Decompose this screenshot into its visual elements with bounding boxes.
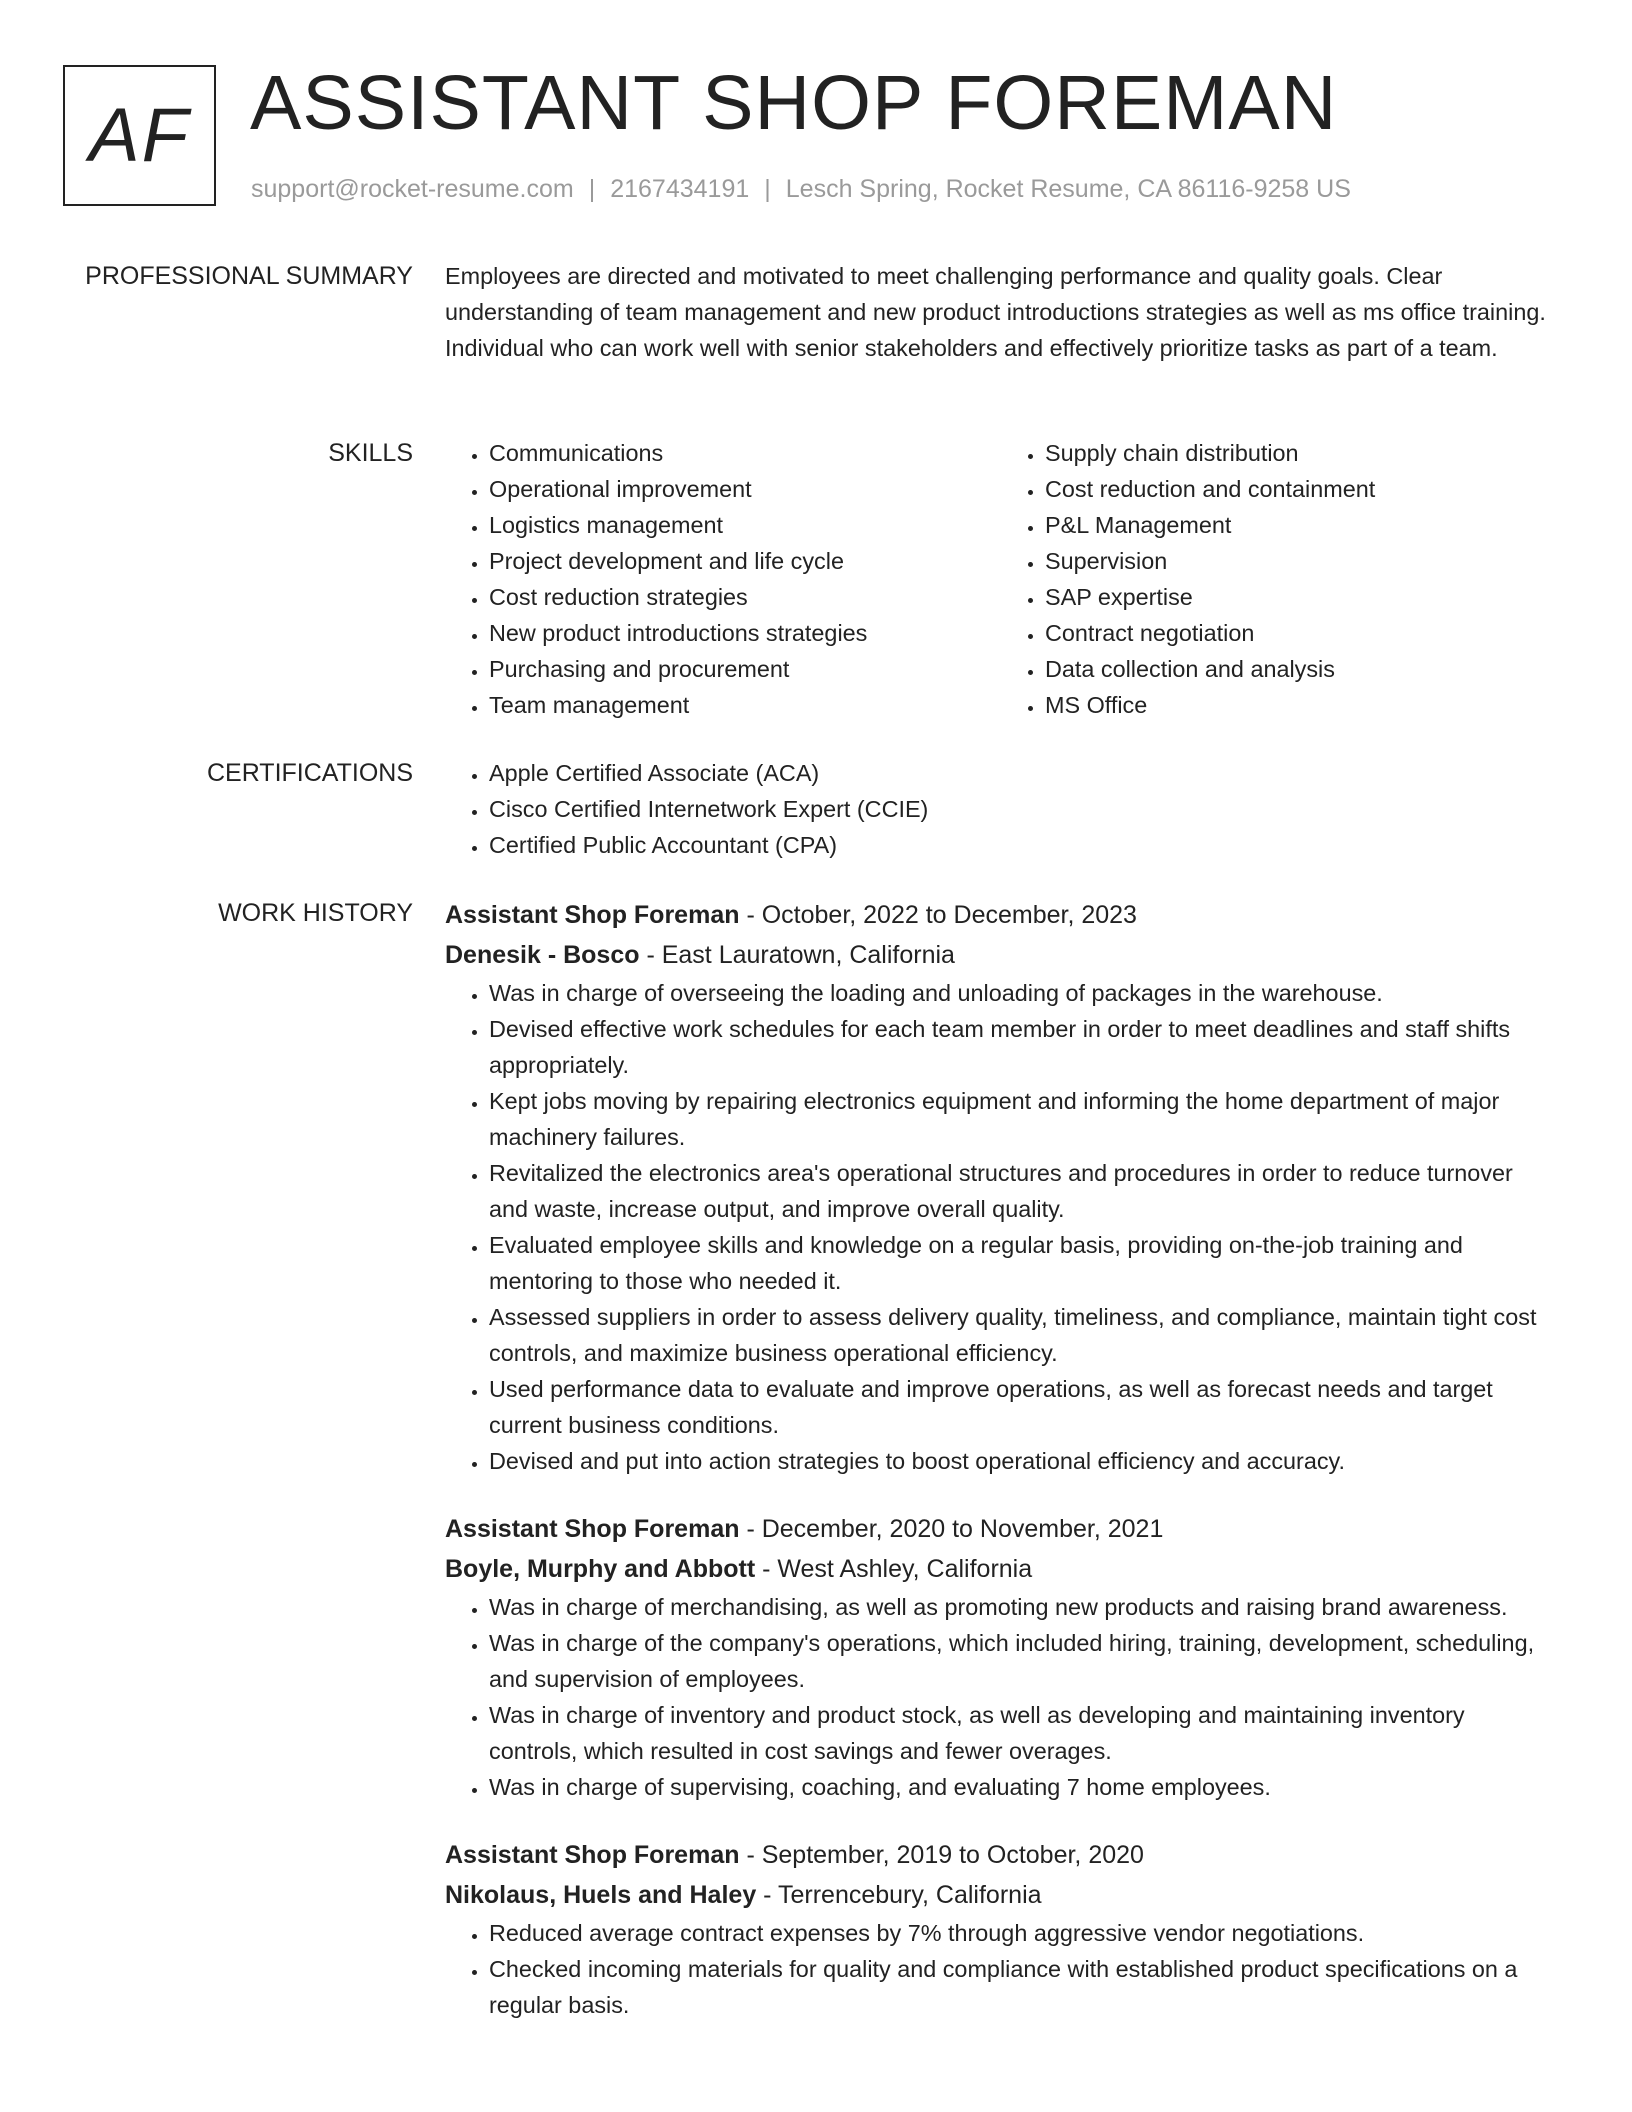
skill-item: • Team management bbox=[489, 687, 1001, 723]
skill-item: • Cost reduction strategies bbox=[489, 579, 1001, 615]
job-bullet: • Was in charge of merchandising, as well as promoting new products and raising brand awareness. bbox=[489, 1589, 1557, 1625]
job-bullet: • Was in charge of supervising, coaching, and evaluating 7 home employees. bbox=[489, 1769, 1557, 1805]
job-bullet: • Revitalized the electronics area's operational structures and procedures in order to reduce turnover and waste, increase output, and improve overall quality. bbox=[489, 1155, 1557, 1227]
job-title: Assistant Shop Foreman bbox=[445, 1841, 740, 1869]
skills-list-right bbox=[1001, 435, 1557, 723]
job-bullet: • Was in charge of the company's operations, which included hiring, training, development, scheduling, and supervision of employees. bbox=[489, 1625, 1557, 1697]
contact-email[interactable]: support@rocket-resume.com bbox=[251, 175, 574, 203]
job-company: Denesik - Bosco bbox=[445, 941, 640, 969]
summary-text: Employees are directed and motivated to meet challenging performance and quality goals. Clear understanding of team management and new product introductions strategies as well as ms office training. Individual who can work well with senior stakeholders and effectively prioritize tasks as part of a team. bbox=[445, 263, 1546, 361]
skill-item: • SAP expertise bbox=[1045, 579, 1557, 615]
job-bullet: • Assessed suppliers in order to assess delivery quality, timeliness, and compliance, maintain tight cost controls, and maximize business operational efficiency. bbox=[489, 1299, 1557, 1371]
summary-body bbox=[445, 258, 1557, 366]
job-bullet: • Evaluated employee skills and knowledge on a regular basis, providing on-the-job training and mentoring to those who needed it. bbox=[489, 1227, 1557, 1299]
job-location: - Terrencebury, California bbox=[756, 1881, 1042, 1909]
work-history-body bbox=[445, 895, 1557, 2023]
monogram-initials: AF bbox=[88, 93, 191, 178]
certification-item: • Certified Public Accountant (CPA) bbox=[489, 827, 1557, 863]
job-company-line bbox=[445, 1875, 1557, 1915]
skill-item: • Cost reduction and containment bbox=[1045, 471, 1557, 507]
job-title-line bbox=[445, 1509, 1557, 1549]
job-bullets bbox=[445, 975, 1557, 1479]
certifications-list bbox=[445, 755, 1557, 863]
job-company-line bbox=[445, 1549, 1557, 1589]
monogram-badge bbox=[63, 65, 216, 206]
job-company: Nikolaus, Huels and Haley bbox=[445, 1881, 757, 1909]
certifications-body bbox=[445, 755, 1557, 863]
job-title: Assistant Shop Foreman bbox=[445, 901, 740, 929]
section-label-skills: SKILLS bbox=[328, 439, 413, 467]
job-bullet: • Checked incoming materials for quality and compliance with established product specifications on a regular basis. bbox=[489, 1951, 1557, 2023]
section-label-work-history: WORK HISTORY bbox=[218, 899, 413, 927]
certification-item: • Apple Certified Associate (ACA) bbox=[489, 755, 1557, 791]
job-bullet: • Reduced average contract expenses by 7% through aggressive vendor negotiations. bbox=[489, 1915, 1557, 1951]
contact-separator: | bbox=[764, 175, 771, 203]
job-title-line bbox=[445, 1835, 1557, 1875]
contact-phone[interactable]: 2167434191 bbox=[610, 175, 750, 203]
job-bullet: • Was in charge of overseeing the loading and unloading of packages in the warehouse. bbox=[489, 975, 1557, 1011]
skill-item: • Logistics management bbox=[489, 507, 1001, 543]
skill-item: • Communications bbox=[489, 435, 1001, 471]
job-title-line bbox=[445, 895, 1557, 935]
contact-separator: | bbox=[588, 175, 596, 203]
job-bullet: • Used performance data to evaluate and improve operations, as well as forecast needs and target current business conditions. bbox=[489, 1371, 1557, 1443]
contact-line bbox=[251, 174, 1351, 204]
job-location: - East Lauratown, California bbox=[639, 941, 955, 969]
skill-item: • Supervision bbox=[1045, 543, 1557, 579]
skill-item: • Purchasing and procurement bbox=[489, 651, 1001, 687]
skill-item: • Operational improvement bbox=[489, 471, 1001, 507]
job-entry bbox=[445, 1509, 1557, 1805]
job-dates: - October, 2022 to December, 2023 bbox=[739, 901, 1137, 929]
skills-columns bbox=[445, 435, 1557, 723]
skills-list-left bbox=[445, 435, 1001, 723]
skill-item: • New product introductions strategies bbox=[489, 615, 1001, 651]
job-entry bbox=[445, 895, 1557, 1479]
job-title: Assistant Shop Foreman bbox=[445, 1515, 740, 1543]
skill-item: • P&L Management bbox=[1045, 507, 1557, 543]
job-bullet: • Was in charge of inventory and product stock, as well as developing and maintaining inventory controls, which resulted in cost savings and fewer overages. bbox=[489, 1697, 1557, 1769]
resume-title: ASSISTANT SHOP FOREMAN bbox=[250, 60, 1338, 146]
skill-item: • Supply chain distribution bbox=[1045, 435, 1557, 471]
job-location: - West Ashley, California bbox=[755, 1555, 1033, 1583]
certification-item: • Cisco Certified Internetwork Expert (CCIE) bbox=[489, 791, 1557, 827]
job-bullet: • Devised effective work schedules for each team member in order to meet deadlines and staff shifts appropriately. bbox=[489, 1011, 1557, 1083]
job-bullets bbox=[445, 1915, 1557, 2023]
skill-item: • Contract negotiation bbox=[1045, 615, 1557, 651]
job-bullet: • Kept jobs moving by repairing electronics equipment and informing the home department of major machinery failures. bbox=[489, 1083, 1557, 1155]
section-label-certifications: CERTIFICATIONS bbox=[206, 759, 413, 787]
section-label-summary: PROFESSIONAL SUMMARY bbox=[85, 262, 413, 290]
job-bullets bbox=[445, 1589, 1557, 1805]
skill-item: • Data collection and analysis bbox=[1045, 651, 1557, 687]
job-entry bbox=[445, 1835, 1557, 2023]
job-company: Boyle, Murphy and Abbott bbox=[445, 1555, 756, 1583]
contact-address: Lesch Spring, Rocket Resume, CA 86116-9258 US bbox=[785, 175, 1351, 203]
skill-item: • Project development and life cycle bbox=[489, 543, 1001, 579]
job-company-line bbox=[445, 935, 1557, 975]
job-dates: - December, 2020 to November, 2021 bbox=[739, 1515, 1164, 1543]
job-bullet: • Devised and put into action strategies to boost operational efficiency and accuracy. bbox=[489, 1443, 1557, 1479]
skill-item: • MS Office bbox=[1045, 687, 1557, 723]
job-dates: - September, 2019 to October, 2020 bbox=[739, 1841, 1144, 1869]
